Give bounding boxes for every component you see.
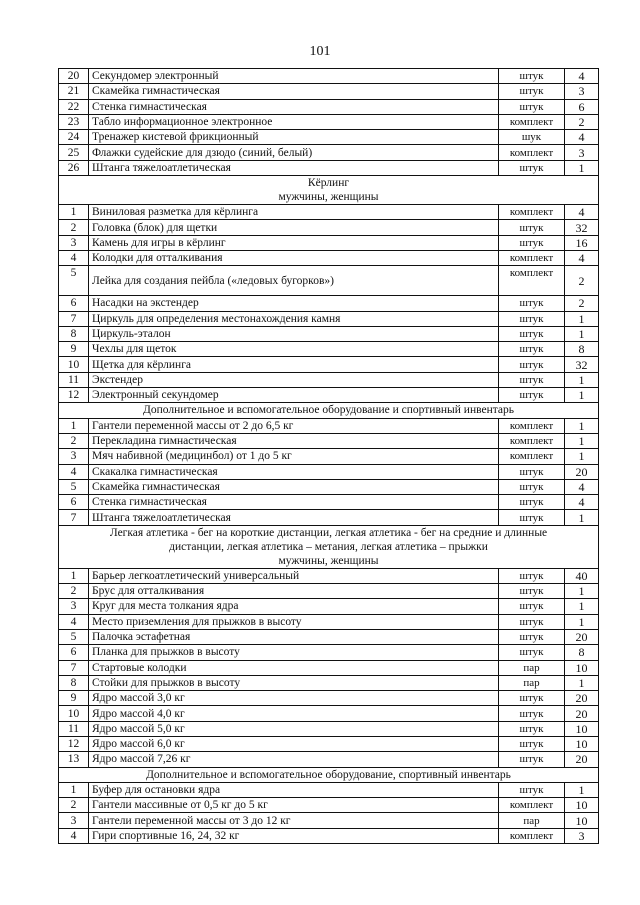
item-unit: штук xyxy=(499,357,565,372)
item-name: Буфер для остановки ядра xyxy=(89,782,499,797)
page-number: 101 xyxy=(309,44,331,59)
row-number: 3 xyxy=(59,599,89,614)
row-number: 7 xyxy=(59,311,89,326)
row-number: 3 xyxy=(59,235,89,250)
row-number: 21 xyxy=(59,84,89,99)
table-row xyxy=(59,599,599,614)
section-heading-line: Дополнительное и вспомогательное оборудование, спортивный инвентарь xyxy=(146,768,511,781)
item-unit: штук xyxy=(499,296,565,311)
item-name: Лейка для создания пейбла («ледовых бугорков») xyxy=(89,266,499,296)
item-quantity: 4 xyxy=(565,250,599,265)
table-row xyxy=(59,614,599,629)
table-row xyxy=(59,388,599,403)
item-unit: штук xyxy=(499,599,565,614)
table-row xyxy=(59,311,599,326)
item-unit: штук xyxy=(499,584,565,599)
item-unit: штук xyxy=(499,568,565,583)
row-number: 7 xyxy=(59,660,89,675)
table-row xyxy=(59,691,599,706)
table-row xyxy=(59,706,599,721)
row-number: 23 xyxy=(59,114,89,129)
section-heading xyxy=(59,525,599,568)
row-number: 7 xyxy=(59,510,89,525)
item-quantity: 10 xyxy=(565,721,599,736)
item-unit: штук xyxy=(499,160,565,175)
item-name: Ядро массой 4,0 кг xyxy=(89,706,499,721)
item-unit: пар xyxy=(499,675,565,690)
item-quantity: 1 xyxy=(565,449,599,464)
row-number: 13 xyxy=(59,752,89,767)
item-name: Гантели переменной массы от 2 до 6,5 кг xyxy=(89,418,499,433)
row-number: 5 xyxy=(59,629,89,644)
item-quantity: 10 xyxy=(565,798,599,813)
table-row xyxy=(59,629,599,644)
item-unit: штук xyxy=(499,220,565,235)
section-heading-row xyxy=(59,176,599,205)
table-row xyxy=(59,584,599,599)
table-row xyxy=(59,326,599,341)
table-row xyxy=(59,645,599,660)
item-name: Ядро массой 5,0 кг xyxy=(89,721,499,736)
item-name: Стенка гимнастическая xyxy=(89,99,499,114)
item-name: Виниловая разметка для кёрлинга xyxy=(89,205,499,220)
table-row xyxy=(59,449,599,464)
item-unit: штук xyxy=(499,372,565,387)
table-row xyxy=(59,510,599,525)
section-heading xyxy=(59,176,599,205)
row-number: 3 xyxy=(59,449,89,464)
item-quantity: 4 xyxy=(565,130,599,145)
item-unit: штук xyxy=(499,388,565,403)
item-unit: пар xyxy=(499,660,565,675)
row-number: 6 xyxy=(59,296,89,311)
table-row xyxy=(59,145,599,160)
table-row xyxy=(59,479,599,494)
table-row xyxy=(59,752,599,767)
table-row xyxy=(59,114,599,129)
item-unit: штук xyxy=(499,99,565,114)
item-name: Перекладина гимнастическая xyxy=(89,433,499,448)
item-quantity: 40 xyxy=(565,568,599,583)
section-heading-row xyxy=(59,525,599,568)
row-number: 24 xyxy=(59,130,89,145)
item-quantity: 1 xyxy=(565,614,599,629)
item-name: Колодки для отталкивания xyxy=(89,250,499,265)
item-quantity: 1 xyxy=(565,599,599,614)
item-unit: штук xyxy=(499,495,565,510)
item-quantity: 3 xyxy=(565,828,599,843)
item-unit: комплект xyxy=(499,798,565,813)
section-heading xyxy=(59,767,599,782)
table-row xyxy=(59,84,599,99)
item-quantity: 1 xyxy=(565,388,599,403)
table-row xyxy=(59,813,599,828)
row-number: 9 xyxy=(59,691,89,706)
table-row xyxy=(59,495,599,510)
item-quantity: 1 xyxy=(565,675,599,690)
item-quantity: 4 xyxy=(565,205,599,220)
section-heading-row xyxy=(59,403,599,418)
row-number: 5 xyxy=(59,266,89,296)
item-unit: штук xyxy=(499,736,565,751)
item-name: Скамейка гимнастическая xyxy=(89,479,499,494)
item-quantity: 1 xyxy=(565,326,599,341)
item-quantity: 20 xyxy=(565,629,599,644)
item-name: Стенка гимнастическая xyxy=(89,495,499,510)
table-row xyxy=(59,798,599,813)
item-quantity: 2 xyxy=(565,114,599,129)
item-unit: штук xyxy=(499,235,565,250)
row-number: 1 xyxy=(59,782,89,797)
row-number: 26 xyxy=(59,160,89,175)
item-name: Барьер легкоатлетический универсальный xyxy=(89,568,499,583)
item-quantity: 1 xyxy=(565,372,599,387)
item-name: Мяч набивной (медицинбол) от 1 до 5 кг xyxy=(89,449,499,464)
item-name: Стартовые колодки xyxy=(89,660,499,675)
section-heading-line: Дополнительное и вспомогательное оборудование и спортивный инвентарь xyxy=(143,404,514,417)
item-quantity: 10 xyxy=(565,813,599,828)
item-name: Гантели переменной массы от 3 до 12 кг xyxy=(89,813,499,828)
item-unit: комплект xyxy=(499,250,565,265)
item-unit: штук xyxy=(499,691,565,706)
item-unit: штук xyxy=(499,752,565,767)
table-row xyxy=(59,205,599,220)
row-number: 9 xyxy=(59,342,89,357)
item-quantity: 4 xyxy=(565,69,599,84)
equipment-table-body xyxy=(59,69,599,844)
item-name: Чехлы для щеток xyxy=(89,342,499,357)
table-row xyxy=(59,357,599,372)
row-number: 4 xyxy=(59,464,89,479)
item-name: Секундомер электронный xyxy=(89,69,499,84)
item-unit: штук xyxy=(499,645,565,660)
item-name: Брус для отталкивания xyxy=(89,584,499,599)
table-row xyxy=(59,372,599,387)
row-number: 12 xyxy=(59,388,89,403)
item-quantity: 2 xyxy=(565,266,599,296)
item-quantity: 1 xyxy=(565,510,599,525)
row-number: 6 xyxy=(59,645,89,660)
item-name: Тренажер кистевой фрикционный xyxy=(89,130,499,145)
item-quantity: 1 xyxy=(565,160,599,175)
item-unit: штук xyxy=(499,311,565,326)
section-heading-row xyxy=(59,767,599,782)
table-row xyxy=(59,828,599,843)
item-unit: комплект xyxy=(499,418,565,433)
item-quantity: 20 xyxy=(565,464,599,479)
item-name: Ядро массой 3,0 кг xyxy=(89,691,499,706)
table-row xyxy=(59,464,599,479)
item-name: Планка для прыжков в высоту xyxy=(89,645,499,660)
item-unit: комплект xyxy=(499,145,565,160)
item-unit: пар xyxy=(499,813,565,828)
item-quantity: 10 xyxy=(565,660,599,675)
item-name: Палочка эстафетная xyxy=(89,629,499,644)
item-quantity: 8 xyxy=(565,342,599,357)
item-unit: штук xyxy=(499,464,565,479)
item-name: Щетка для кёрлинга xyxy=(89,357,499,372)
table-row xyxy=(59,220,599,235)
table-row xyxy=(59,782,599,797)
table-row xyxy=(59,296,599,311)
item-quantity: 1 xyxy=(565,311,599,326)
item-unit: штук xyxy=(499,629,565,644)
item-unit: штук xyxy=(499,342,565,357)
item-unit: комплект xyxy=(499,828,565,843)
table-row xyxy=(59,250,599,265)
row-number: 1 xyxy=(59,568,89,583)
item-name: Скакалка гимнастическая xyxy=(89,464,499,479)
row-number: 8 xyxy=(59,326,89,341)
row-number: 11 xyxy=(59,721,89,736)
item-unit: штук xyxy=(499,510,565,525)
table-row xyxy=(59,433,599,448)
item-quantity: 8 xyxy=(565,645,599,660)
section-heading-line: мужчины, женщины xyxy=(278,191,379,204)
item-unit: комплект xyxy=(499,433,565,448)
item-quantity: 10 xyxy=(565,736,599,751)
item-name: Круг для места толкания ядра xyxy=(89,599,499,614)
item-quantity: 6 xyxy=(565,99,599,114)
item-unit: штук xyxy=(499,69,565,84)
item-name: Циркуль для определения местонахождения камня xyxy=(89,311,499,326)
item-name: Место приземления для прыжков в высоту xyxy=(89,614,499,629)
row-number: 5 xyxy=(59,479,89,494)
section-heading xyxy=(59,403,599,418)
item-quantity: 4 xyxy=(565,495,599,510)
table-row xyxy=(59,418,599,433)
item-unit: комплект xyxy=(499,205,565,220)
item-unit: штук xyxy=(499,479,565,494)
item-quantity: 1 xyxy=(565,433,599,448)
row-number: 8 xyxy=(59,675,89,690)
item-unit: комплект xyxy=(499,449,565,464)
item-unit: штук xyxy=(499,706,565,721)
item-quantity: 1 xyxy=(565,418,599,433)
item-unit: штук xyxy=(499,782,565,797)
table-row xyxy=(59,736,599,751)
table-row xyxy=(59,675,599,690)
row-number: 11 xyxy=(59,372,89,387)
table-row xyxy=(59,69,599,84)
row-number: 22 xyxy=(59,99,89,114)
table-row xyxy=(59,568,599,583)
row-number: 4 xyxy=(59,614,89,629)
row-number: 2 xyxy=(59,798,89,813)
row-number: 1 xyxy=(59,205,89,220)
item-unit: штук xyxy=(499,721,565,736)
item-name: Табло информационное электронное xyxy=(89,114,499,129)
table-row xyxy=(59,721,599,736)
row-number: 2 xyxy=(59,433,89,448)
item-quantity: 2 xyxy=(565,296,599,311)
row-number: 25 xyxy=(59,145,89,160)
row-number: 2 xyxy=(59,584,89,599)
row-number: 4 xyxy=(59,828,89,843)
item-name: Штанга тяжелоатлетическая xyxy=(89,510,499,525)
table-row xyxy=(59,160,599,175)
row-number: 10 xyxy=(59,357,89,372)
item-quantity: 3 xyxy=(565,84,599,99)
table-row xyxy=(59,99,599,114)
item-name: Циркуль-эталон xyxy=(89,326,499,341)
row-number: 4 xyxy=(59,250,89,265)
item-unit: шук xyxy=(499,130,565,145)
item-name: Стойки для прыжков в высоту xyxy=(89,675,499,690)
row-number: 20 xyxy=(59,69,89,84)
item-quantity: 1 xyxy=(565,584,599,599)
item-name: Скамейка гимнастическая xyxy=(89,84,499,99)
table-row xyxy=(59,342,599,357)
item-name: Штанга тяжелоатлетическая xyxy=(89,160,499,175)
item-unit: комплект xyxy=(499,266,565,296)
table-row xyxy=(59,266,599,296)
item-name: Электронный секундомер xyxy=(89,388,499,403)
section-heading-line: мужчины, женщины xyxy=(278,554,379,567)
table-row xyxy=(59,235,599,250)
item-quantity: 16 xyxy=(565,235,599,250)
item-name: Гири спортивные 16, 24, 32 кг xyxy=(89,828,499,843)
item-quantity: 4 xyxy=(565,479,599,494)
row-number: 6 xyxy=(59,495,89,510)
item-quantity: 32 xyxy=(565,357,599,372)
item-name: Ядро массой 6,0 кг xyxy=(89,736,499,751)
item-unit: штук xyxy=(499,84,565,99)
row-number: 2 xyxy=(59,220,89,235)
item-name: Камень для игры в кёрлинг xyxy=(89,235,499,250)
item-name: Экстендер xyxy=(89,372,499,387)
table-row xyxy=(59,130,599,145)
row-number: 12 xyxy=(59,736,89,751)
item-name: Ядро массой 7,26 кг xyxy=(89,752,499,767)
item-quantity: 20 xyxy=(565,691,599,706)
item-quantity: 20 xyxy=(565,752,599,767)
item-unit: комплект xyxy=(499,114,565,129)
section-heading-line: Легкая атлетика - бег на короткие дистанции, легкая атлетика - бег на средние и длинные xyxy=(109,526,548,539)
item-quantity: 32 xyxy=(565,220,599,235)
item-name: Головка (блок) для щетки xyxy=(89,220,499,235)
item-quantity: 1 xyxy=(565,782,599,797)
item-name: Флажки судейские для дзюдо (синий, белый) xyxy=(89,145,499,160)
equipment-table xyxy=(58,68,599,844)
item-unit: штук xyxy=(499,326,565,341)
item-quantity: 3 xyxy=(565,145,599,160)
table-row xyxy=(59,660,599,675)
item-unit: штук xyxy=(499,614,565,629)
item-quantity: 20 xyxy=(565,706,599,721)
row-number: 1 xyxy=(59,418,89,433)
row-number: 10 xyxy=(59,706,89,721)
item-name: Гантели массивные от 0,5 кг до 5 кг xyxy=(89,798,499,813)
section-heading-line: Кёрлинг xyxy=(307,177,350,190)
row-number: 3 xyxy=(59,813,89,828)
item-name: Насадки на экстендер xyxy=(89,296,499,311)
section-heading-line: дистанции, легкая атлетика – метания, легкая атлетика – прыжки xyxy=(169,540,488,553)
